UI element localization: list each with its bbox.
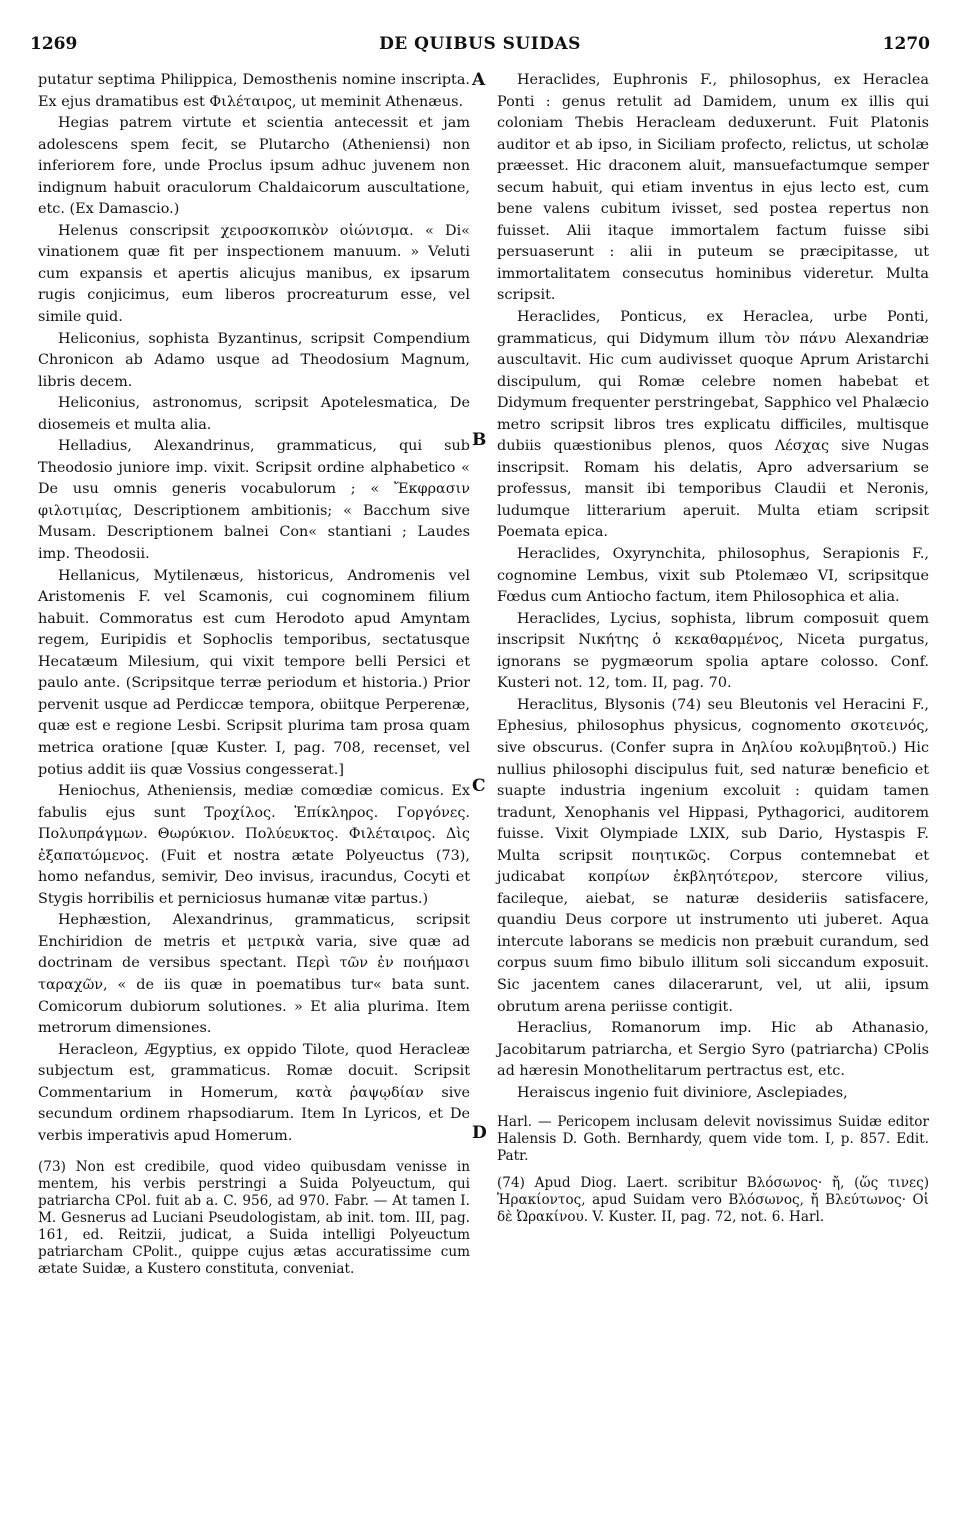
footnote-73: (73) Non est credibile, quod video quibusdam venisse in mentem, his verbis perstringi a Suida Polyeuctum, qui patriarcha CPol. fuit ab a. C. 956, ad 970. Fabr. — At tamen I. M. Gesnerus ad Luciani Pseudologistam, ab init. tom. III, pag. 161, ed. Reitzii, judicat, a Suida intelligi Polyeuctum patriarcham CPolit., quippe cujus ætas accuratissime cum ætate Suidæ, a Kustero constituta, conveniat. (38, 1159, 470, 1278)
left-column (38, 70, 470, 1278)
entry-heracleon: Heracleon, Ægyptius, ex oppido Tilote, quod Heracleæ subjectum est, grammaticus. Romæ docuit. Scripsit Commentarium in Homerum, κατὰ ῥαψῳδίαν sive secundum ordinem rhapsodiarum. Item In Lyricos, et De verbis imperativis apud Homerum. (38, 1041, 470, 1144)
entry-heraclides-ponticus: Heraclides, Ponticus, ex Heraclea, urbe Ponti, grammaticus, qui Didymum illum τὸν πάνυ Alexandriæ auscultavit. Hic cum audivisset quoque Aprum Aristarchi discipulum, qui Romæ celebre nomen habebat et Didymum frequenter perstringebat, Sapphico vel Phalæcio metro scripsit libros tres explicatu difficiles, multisque dubiis quæstionibus plenos, quos Λέσχας sive Nugas inscripsit. Romam his delatis, Apro adversarium se professus, mansit ibi temporibus Claudii et Neronis, ludumque litterarium aperuit. Multa etiam scripsit Poemata epica. (497, 309, 929, 541)
page-number-left: 1269 (30, 34, 78, 54)
entry-heraiscus: Heraiscus ingenio fuit diviniore, Asclepiades, (517, 1084, 848, 1101)
entry-hegias: Hegias patrem virtute et scientia antecessit et jam adolescens spem fecit, se Plutarcho (Atheniensi) non inferiorem fore, unde Proclus ipsum adhuc juvenem non indignum habuit oraculorum Chaldaicorum auscultatione, etc. (Ex Damascio.) (38, 115, 470, 218)
entry-hellanicus: Hellanicus, Mytilenæus, historicus, Andromenis vel Aristomenis F. vel Scamonis, cui cognominem filium habuit. Commoratus est cum Herodoto apud Amyntam regem, Euripidis et Sophoclis temporibus, sectatusque Hecatæum Milesium, qui vixit tempore belli Persici et paulo ante. (Scripsitque terræ periodum et historia.) Prior pervenit usque ad Perdiccæ tempora, obiitque Perperenæ, quæ est e regione Lesbi. Scripsit plurima tam prosa quam metrica oratione [quæ Kuster. I, pag. 708, recenset, vel potius addit iis quæ Vossius congesserat.] (38, 567, 470, 778)
running-title: DE QUIBUS SUIDAS (379, 34, 581, 54)
entry-heliconius-sophista: Heliconius, sophista Byzantinus, scripsit Compendium Chronicon ab Adamo usque ad Theodosium Magnum, libris decem. (38, 330, 470, 390)
section-marker-a: A (472, 70, 486, 90)
right-column (497, 70, 929, 1226)
entry-hephaestion: Hephæstion, Alexandrinus, grammaticus, scripsit Enchiridion de metris et μετρικὰ varia, sive quæ ad doctrinam de versibus spectant. Περὶ τῶν ἐν ποιήμασι ταραχῶν, « de iis quæ in poematibus tur« bata sunt. Comicorum dubiorum solutiones. » Et alia plurima. Item metrorum dimensiones. (38, 912, 470, 1037)
footnote-74: (74) Apud Diog. Laert. scribitur Βλόσωνος· ἤ, (ὥς τινες) Ἡρακίοντος, apud Suidam vero Βλόσωνος, ἤ Βλεύτωνος· Οἱ δὲ Ὠρακίνου. V. Kuster. II, pag. 72, not. 6. Harl. (497, 1175, 929, 1226)
page-number-right: 1270 (882, 34, 930, 54)
entry-heraclitus: Heraclitus, Blysonis (74) seu Bleutonis vel Heracini F., Ephesius, philosophus physicus, cognomento σκοτεινός, sive obscurus. (Confer supra in Δηλίου κολυμβητοῦ.) Hic nullius philosophi discipulus fuit, sed naturæ beneficio et suapte industria ingenium excoluit : quidam tamen tradunt, Xenophanis vel Hippasi, Pythagorici, auditorem fuisse. Vixit Olympiade LXIX, sub Dario, Hystaspis F. Multa scripsit ποιητικῶς. Corpus contemnebat et judicabat κοπρίων ἐκβλητότερον, stercore vilius, facileque, aiebat, se naturæ desideriis satisfacere, quandiu Deus corpore ut instrumento uti juberet. Aqua intercute laborans se medicis non præbuit curandum, sed corpus suum fimo bibulo illitum soli siccandum exposuit. Sic jacentem canes dilacerarunt, vel, ut alii, ipsum obrutum arena periisse contigit. (497, 696, 929, 1015)
entry-heniochus: Heniochus, Atheniensis, mediæ comœdiæ comicus. Ex fabulis ejus sunt Τροχίλος. Ἐπίκληρος. Γοργόνες. Πολυπράγμων. Θωρύκιον. Πολύευκτος. Φιλέταιρος. Δὶς ἐξαπατώμενος. (Fuit et nostra ætate Polyeuctus (73), homo nefandus, semivir, Deo invisus, iracundus, Cocyti et Stygis horribilis et perniciosus humanæ vitæ partus.) (38, 783, 470, 907)
entry-heliconius-astronomus: Heliconius, astronomus, scripsit Apotelesmatica, De diosemeis et multa alia. (38, 395, 470, 433)
entry-heraclius: Heraclius, Romanorum imp. Hic ab Athanasio, Jacobitarum patriarcha, et Sergio Syro (patriarcha) CPolis ad hæresin Monothelitarum pertractus est, etc. (497, 1020, 929, 1080)
entry-heraclides-euphronis: Heraclides, Euphronis F., philosophus, ex Heraclea Ponti : genus retulit ad Damidem, unum ex illis qui coloniam Thebis Heracleam deduxerunt. Fuit Platonis auditor et ab ipso, in Siciliam profecto, relictus, ut scholæ præesset. Hic draconem aluit, mansuefactumque semper secum habuit, qui etiam inventus in ejus lecto est, cum bene valens cubitum ivisset, sed postea repertus non fuisset. Alii itaque immortalem factum fuisse sibi persuaserunt : alii in puteum se præcipitasse, ut immortalitatem consecutus hominibus videretur. Multa scripsit. (497, 72, 929, 304)
section-marker-b: B (472, 430, 487, 450)
section-marker-d: D (472, 1123, 487, 1143)
entry-heraclides-oxyrynchita: Heraclides, Oxyrynchita, philosophus, Serapionis F., cognomine Lembus, vixit sub Ptolemæo VI, scripsitque Fœdus cum Antiocho factum, item Philosophica et alia. (497, 546, 929, 606)
entry-helladius: Helladius, Alexandrinus, grammaticus, qui sub Theodosio juniore imp. vixit. Scripsit ordine alphabetico « De usu omnis generis vocabulorum ; « Ἔκφρασιν φιλοτιμίας, Descriptionem ambitionis; « Bacchum sive Musam. Descriptionem balnei Con« stantiani ; Laudes imp. Theodosii. (38, 438, 470, 563)
page-header (30, 34, 930, 62)
section-marker-c: C (472, 776, 486, 796)
entry-paragraph: putatur septima Philippica, Demosthenis nomine inscripta. Ex ejus dramatibus est Φιλέταιρος, ut meminit Athenæus. (38, 72, 470, 110)
entry-heraclides-lycius: Heraclides, Lycius, sophista, librum composuit quem inscripsit Νικήτης ὁ κεκαθαρμένος, Niceta purgatus, ignorans se pygmæorum spolia aptare colosso. Conf. Kusteri not. 12, tom. II, pag. 70. (497, 610, 929, 692)
footnote-harl: Harl. — Pericopem inclusam delevit novissimus Suidæ editor Halensis D. Goth. Bernhardy, quem vide tom. I, p. 857. Edit. Patr. (497, 1114, 929, 1165)
entry-helenus: Helenus conscripsit χειροσκοπικὸν οἰώνισμα. « Di« vinationem quæ fit per inspectionem manuum. » Veluti cum expansis et apertis alicujus manibus, ex ipsarum rugis conjicimus, eum liberos procreaturum esse, vel simile quid. (38, 222, 470, 326)
